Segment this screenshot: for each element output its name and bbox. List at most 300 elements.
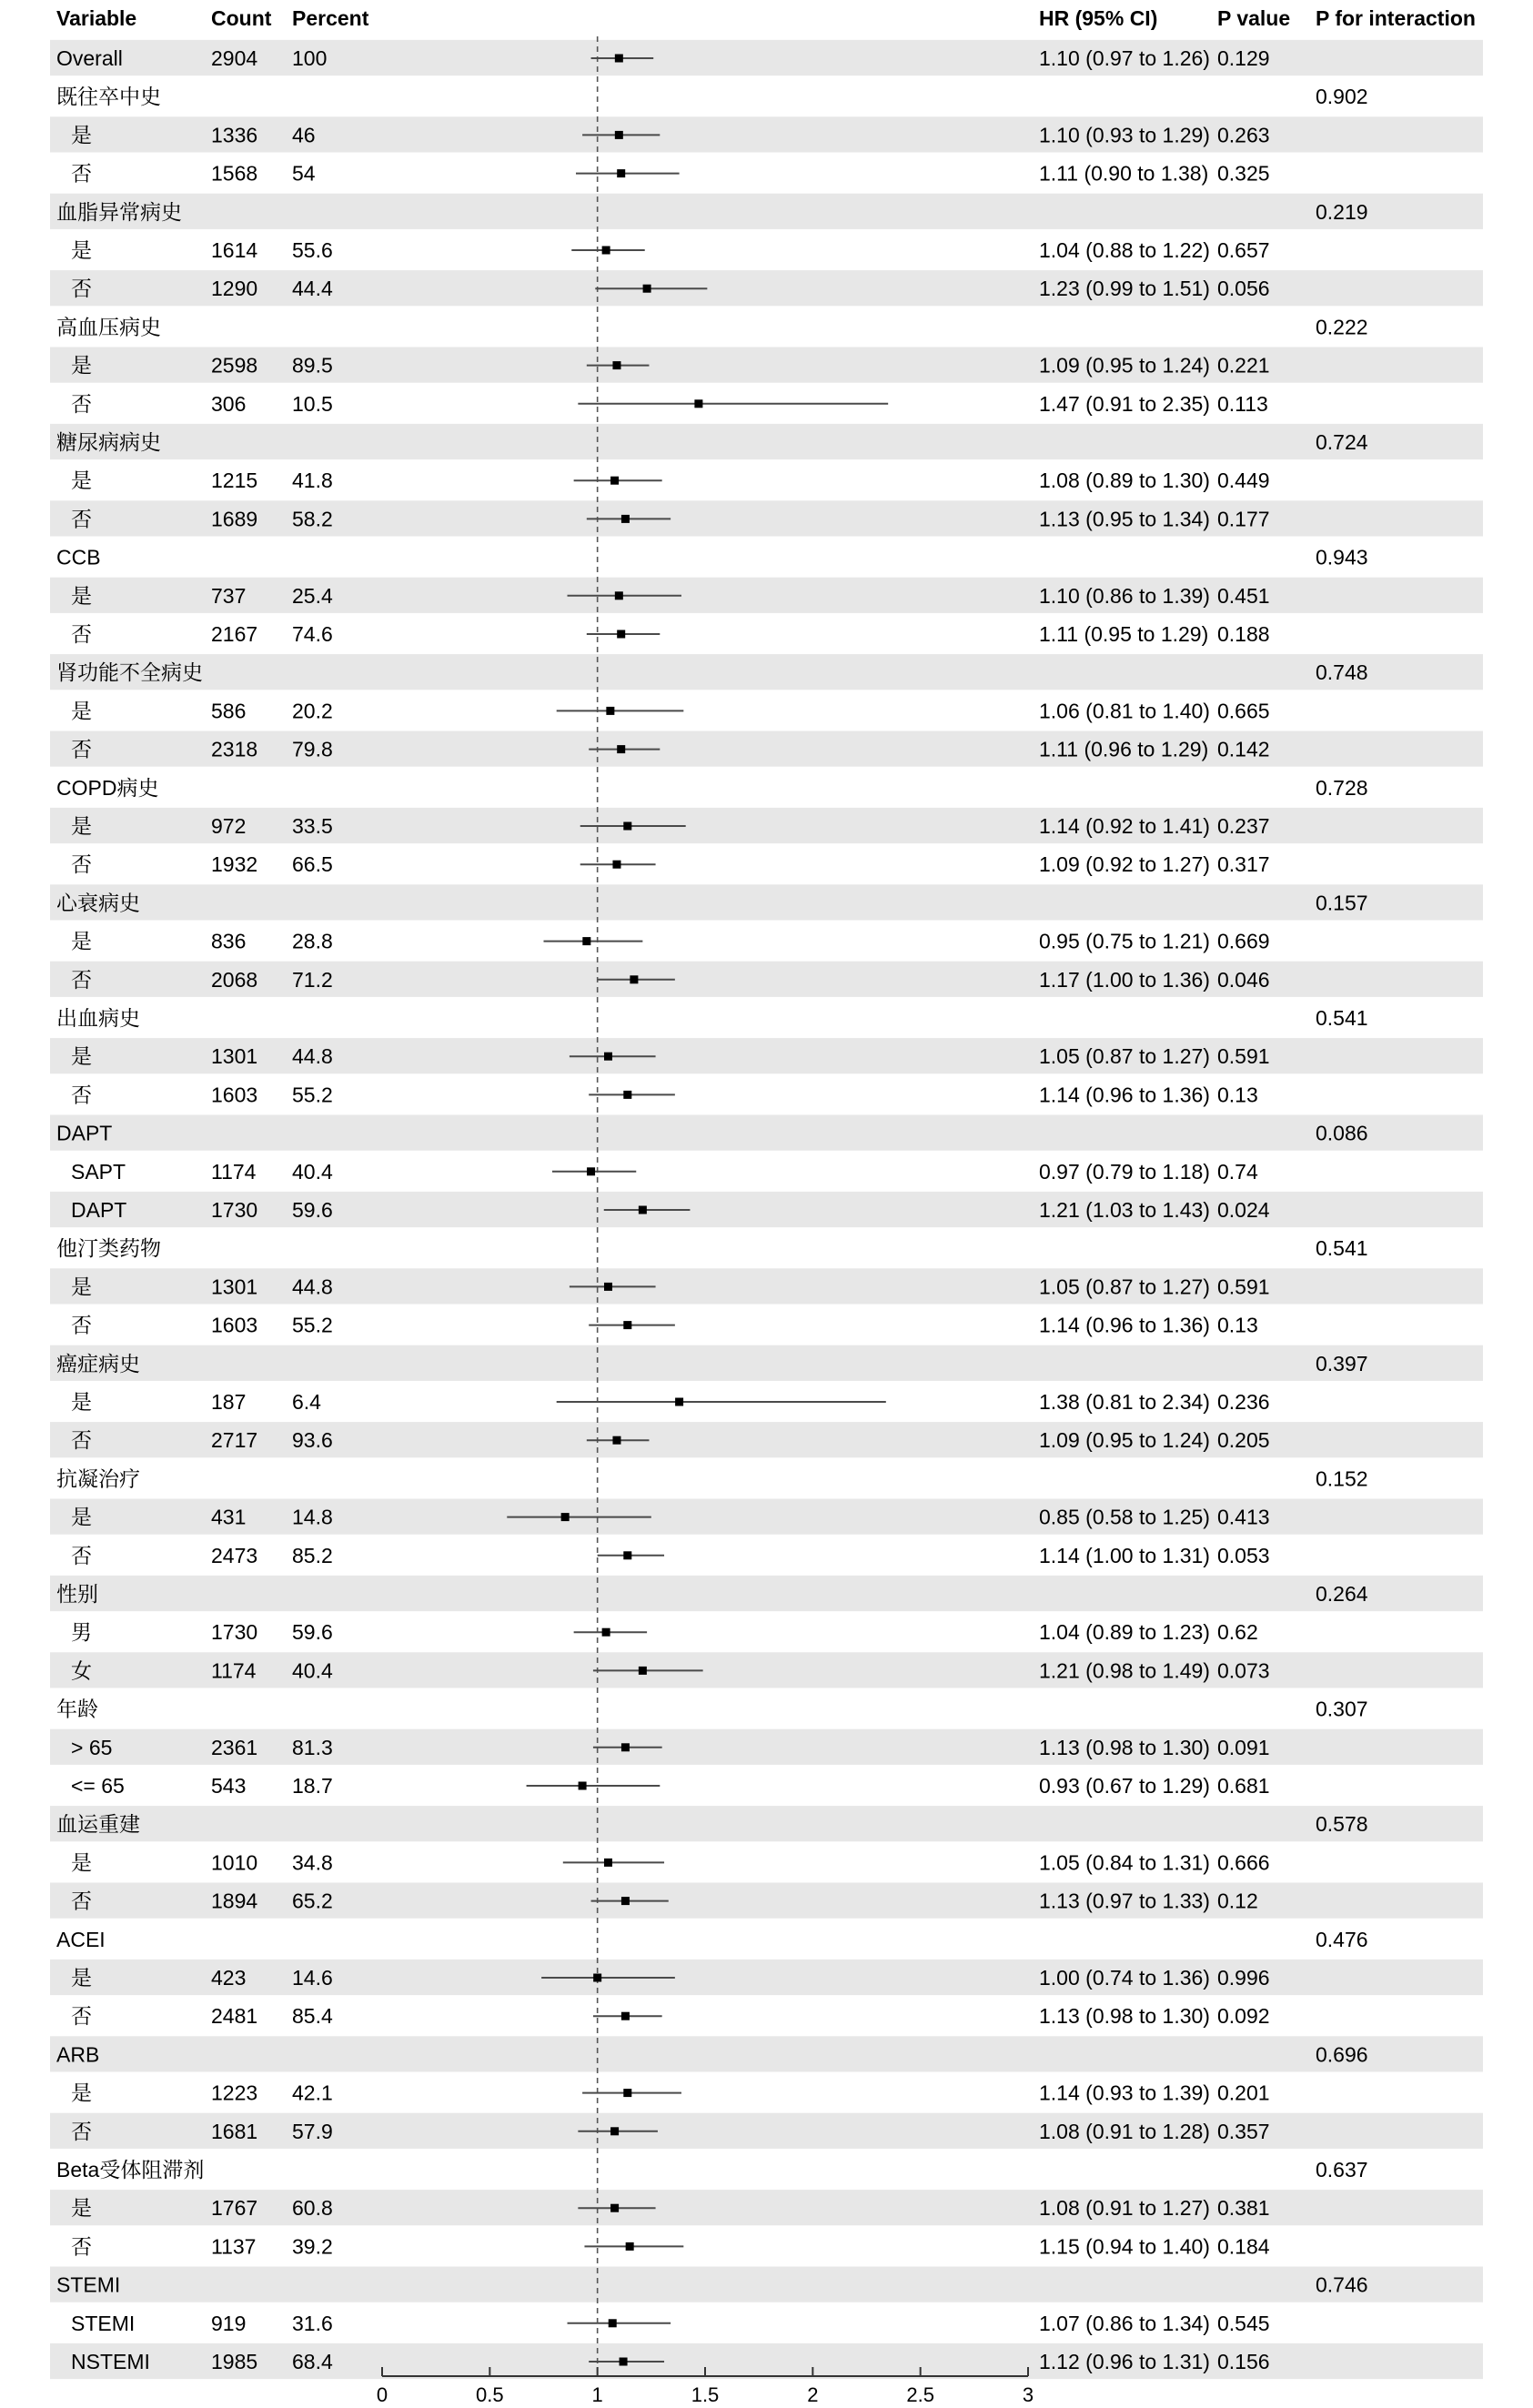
hr-point — [602, 247, 610, 255]
count-value: 1730 — [211, 1620, 258, 1645]
subgroup-header-row — [56, 2158, 1368, 2181]
row-stripe — [50, 1576, 1483, 1611]
row-label: 是 — [71, 2196, 92, 2221]
p-value: 0.681 — [1217, 1774, 1270, 1798]
row-label: 否 — [71, 2119, 92, 2143]
hr-point — [612, 861, 620, 869]
count-value: 2717 — [211, 1428, 258, 1453]
count-value: 2598 — [211, 353, 258, 378]
hr-ci-value: 1.08 (0.91 to 1.28) — [1039, 2119, 1210, 2143]
percent-value: 14.6 — [292, 1966, 333, 1990]
table-row — [71, 2312, 1270, 2335]
count-value: 2167 — [211, 622, 258, 646]
hr-ci-value: 1.21 (1.03 to 1.43) — [1039, 1198, 1210, 1222]
hr-ci-value: 1.13 (0.97 to 1.33) — [1039, 1889, 1210, 1913]
subgroup-name: 既往卒中史 — [56, 85, 161, 109]
count-value: 1137 — [211, 2234, 257, 2259]
percent-value: 42.1 — [292, 2081, 333, 2105]
row-label: 是 — [71, 1850, 92, 1875]
p-value: 0.188 — [1217, 622, 1270, 646]
hr-point — [621, 1897, 630, 1905]
percent-value: 71.2 — [292, 967, 333, 992]
table-row — [71, 238, 1270, 262]
subgroup-header-row — [56, 1236, 1368, 1260]
percent-value: 81.3 — [292, 1735, 333, 1759]
hr-ci-value: 0.93 (0.67 to 1.29) — [1039, 1774, 1210, 1798]
row-label: 否 — [71, 1083, 92, 1107]
count-value: 431 — [211, 1505, 247, 1529]
table-row — [71, 852, 1270, 876]
p-value: 0.357 — [1217, 2119, 1270, 2143]
percent-value: 74.6 — [292, 622, 333, 646]
row-label: 男 — [71, 1620, 92, 1645]
percent-value: 85.4 — [292, 2004, 333, 2029]
hr-point — [617, 630, 625, 639]
percent-value: 68.4 — [292, 2350, 333, 2373]
count-value: 1215 — [211, 469, 258, 493]
hr-ci-value: 1.09 (0.92 to 1.27) — [1039, 852, 1210, 877]
row-label: Overall — [56, 46, 123, 70]
p-value: 0.666 — [1217, 1850, 1270, 1875]
hr-ci-value: 1.14 (1.00 to 1.31) — [1039, 1543, 1210, 1567]
percent-value: 55.2 — [292, 1313, 333, 1337]
hr-point — [582, 937, 590, 945]
table-row — [71, 699, 1270, 722]
row-label: 否 — [71, 852, 92, 877]
row-stripe — [50, 424, 1483, 459]
x-tick-label: 1 — [591, 2383, 603, 2406]
percent-value: 41.8 — [292, 469, 333, 493]
p-value: 0.156 — [1217, 2350, 1270, 2373]
x-tick-label: 2.5 — [906, 2383, 934, 2406]
hr-point — [623, 1321, 631, 1329]
percent-value: 89.5 — [292, 353, 333, 378]
p-value: 0.449 — [1217, 469, 1270, 493]
hr-point — [623, 1091, 631, 1099]
row-label: 否 — [71, 1889, 92, 1913]
percent-value: 34.8 — [292, 1850, 333, 1875]
count-value: 1174 — [211, 1159, 257, 1184]
p-value: 0.657 — [1217, 238, 1270, 262]
count-value: 1010 — [211, 1850, 258, 1875]
percent-value: 59.6 — [292, 1620, 333, 1645]
p-interaction-value: 0.724 — [1316, 430, 1368, 454]
p-value: 0.091 — [1217, 1735, 1270, 1759]
hr-point — [621, 2012, 630, 2020]
column-headers — [56, 6, 1476, 30]
hr-ci-value: 1.13 (0.98 to 1.30) — [1039, 2004, 1210, 2029]
subgroup-name: 肾功能不全病史 — [56, 660, 203, 685]
p-value: 0.13 — [1217, 1313, 1258, 1337]
hr-ci-value: 1.06 (0.81 to 1.40) — [1039, 699, 1210, 723]
hr-point — [606, 707, 614, 715]
row-stripe — [50, 884, 1483, 920]
header-count: Count — [211, 6, 272, 30]
hr-point — [694, 399, 702, 408]
row-label: 否 — [71, 2004, 92, 2029]
hr-point — [587, 1167, 595, 1175]
subgroup-name: ARB — [56, 2042, 100, 2067]
count-value: 1336 — [211, 123, 258, 147]
subgroup-name: 糖尿病病史 — [56, 430, 161, 454]
percent-value: 39.2 — [292, 2234, 333, 2259]
count-value: 2473 — [211, 1543, 258, 1567]
p-interaction-value: 0.637 — [1316, 2158, 1368, 2181]
row-label: 是 — [71, 1505, 92, 1529]
header-variable: Variable — [56, 6, 137, 30]
subgroup-header-row — [56, 1466, 1368, 1490]
count-value: 2361 — [211, 1735, 258, 1759]
row-label: 否 — [71, 161, 92, 186]
subgroup-header-row — [56, 1698, 1368, 1721]
row-label: 否 — [71, 737, 92, 761]
count-value: 919 — [211, 2311, 247, 2335]
hr-ci-value: 1.13 (0.98 to 1.30) — [1039, 1735, 1210, 1759]
percent-value: 85.2 — [292, 1543, 333, 1567]
p-value: 0.381 — [1217, 2196, 1270, 2221]
table-row — [71, 1160, 1258, 1184]
hr-ci-value: 1.05 (0.84 to 1.31) — [1039, 1850, 1210, 1875]
count-value: 972 — [211, 814, 247, 838]
percent-value: 40.4 — [292, 1658, 333, 1683]
table-row — [71, 2234, 1270, 2258]
table-row — [71, 2004, 1270, 2028]
percent-value: 18.7 — [292, 1774, 333, 1798]
p-value: 0.073 — [1217, 1658, 1270, 1683]
hr-ci-value: 1.14 (0.92 to 1.41) — [1039, 814, 1210, 838]
row-label: 是 — [71, 814, 92, 838]
row-label: 女 — [71, 1658, 92, 1683]
hr-point — [623, 822, 631, 831]
hr-point — [604, 1859, 612, 1867]
hr-point — [623, 2089, 631, 2097]
p-interaction-value: 0.397 — [1316, 1351, 1368, 1375]
p-value: 0.591 — [1217, 1275, 1270, 1299]
subgroup-header-row — [56, 85, 1368, 108]
percent-value: 55.6 — [292, 238, 333, 262]
percent-value: 60.8 — [292, 2196, 333, 2221]
row-stripe — [50, 194, 1483, 229]
row-stripe — [50, 654, 1483, 690]
hr-ci-value: 1.05 (0.87 to 1.27) — [1039, 1275, 1210, 1299]
x-tick-label: 0.5 — [476, 2383, 504, 2406]
percent-value: 28.8 — [292, 929, 333, 953]
x-tick-label: 3 — [1022, 2383, 1034, 2406]
row-label: 是 — [71, 123, 92, 147]
hr-ci-value: 1.23 (0.99 to 1.51) — [1039, 277, 1210, 301]
hr-point — [615, 131, 623, 139]
percent-value: 55.2 — [292, 1083, 333, 1107]
table-row — [71, 1314, 1258, 1337]
p-value: 0.113 — [1217, 391, 1268, 416]
row-label: 是 — [71, 1275, 92, 1299]
count-value: 586 — [211, 699, 247, 723]
count-value: 423 — [211, 1966, 247, 1990]
hr-ci-value: 1.10 (0.86 to 1.39) — [1039, 583, 1210, 608]
count-value: 2068 — [211, 967, 258, 992]
p-value: 0.053 — [1217, 1543, 1270, 1567]
hr-point — [630, 975, 638, 983]
percent-value: 6.4 — [292, 1390, 321, 1414]
percent-value: 44.8 — [292, 1275, 333, 1299]
subgroup-header-row — [56, 315, 1368, 338]
hr-ci-value: 1.17 (1.00 to 1.36) — [1039, 967, 1210, 992]
hr-ci-value: 0.97 (0.79 to 1.18) — [1039, 1159, 1210, 1184]
p-interaction-value: 0.578 — [1316, 1812, 1368, 1837]
subgroup-header-row — [56, 776, 1368, 800]
percent-value: 44.8 — [292, 1044, 333, 1069]
count-value: 1301 — [211, 1275, 258, 1299]
count-value: 2481 — [211, 2004, 258, 2029]
hr-ci-value: 1.14 (0.96 to 1.36) — [1039, 1083, 1210, 1107]
table-row — [71, 1544, 1270, 1567]
hr-point — [639, 1667, 647, 1675]
percent-value: 54 — [292, 161, 316, 186]
count-value: 543 — [211, 1774, 247, 1798]
count-value: 187 — [211, 1390, 247, 1414]
hr-ci-value: 1.21 (0.98 to 1.49) — [1039, 1658, 1210, 1683]
subgroup-name: CCB — [56, 545, 101, 569]
hr-ci-value: 1.08 (0.89 to 1.30) — [1039, 469, 1210, 493]
p-interaction-value: 0.157 — [1316, 891, 1368, 915]
count-value: 1568 — [211, 161, 258, 186]
p-interaction-value: 0.696 — [1316, 2042, 1368, 2067]
percent-value: 20.2 — [292, 699, 333, 723]
p-interaction-value: 0.307 — [1316, 1697, 1368, 1721]
p-value: 0.236 — [1217, 1390, 1270, 1414]
hr-ci-value: 1.05 (0.87 to 1.27) — [1039, 1044, 1210, 1069]
hr-ci-value: 1.15 (0.94 to 1.40) — [1039, 2234, 1210, 2259]
hr-ci-value: 1.13 (0.95 to 1.34) — [1039, 507, 1210, 531]
table-row — [71, 1774, 1270, 1798]
row-label: 否 — [71, 507, 92, 531]
p-interaction-value: 0.902 — [1316, 85, 1368, 109]
p-value: 0.237 — [1217, 814, 1270, 838]
hr-point — [612, 361, 620, 369]
hr-ci-value: 1.11 (0.95 to 1.29) — [1039, 622, 1209, 646]
row-label: > 65 — [71, 1735, 113, 1759]
subgroup-name: 癌症病史 — [56, 1351, 140, 1375]
hr-ci-value: 1.12 (0.96 to 1.31) — [1039, 2350, 1210, 2373]
subgroup-name: DAPT — [56, 1121, 113, 1145]
row-label: DAPT — [71, 1198, 127, 1222]
p-value: 0.317 — [1217, 852, 1270, 877]
row-stripe — [50, 1345, 1483, 1381]
header-percent: Percent — [292, 6, 369, 30]
subgroup-name: 他汀类药物 — [56, 1236, 161, 1261]
p-value: 0.13 — [1217, 1083, 1258, 1107]
row-label: 否 — [71, 391, 92, 416]
hr-ci-value: 1.38 (0.81 to 2.34) — [1039, 1390, 1210, 1414]
p-value: 0.092 — [1217, 2004, 1270, 2029]
p-value: 0.205 — [1217, 1428, 1270, 1453]
percent-value: 93.6 — [292, 1428, 333, 1453]
percent-value: 46 — [292, 123, 316, 147]
count-value: 2904 — [211, 46, 258, 70]
p-interaction-value: 0.264 — [1316, 1582, 1368, 1606]
row-label: 是 — [71, 1390, 92, 1414]
row-label: 是 — [71, 1044, 92, 1069]
row-label: 否 — [71, 1313, 92, 1337]
hr-ci-value: 1.10 (0.97 to 1.26) — [1039, 46, 1210, 70]
percent-value: 44.4 — [292, 277, 333, 301]
header-p-interaction: P for interaction — [1316, 6, 1476, 30]
hr-point — [604, 1283, 612, 1291]
count-value: 2318 — [211, 737, 258, 761]
percent-value: 59.6 — [292, 1198, 333, 1222]
count-value: 836 — [211, 929, 247, 953]
subgroup-name: 出血病史 — [56, 1006, 140, 1030]
row-label: 否 — [71, 277, 92, 301]
row-label: 是 — [71, 929, 92, 953]
p-interaction-value: 0.152 — [1316, 1466, 1368, 1491]
header-hr: HR (95% CI) — [1039, 6, 1158, 30]
count-value: 1932 — [211, 852, 258, 877]
row-stripe — [50, 1806, 1483, 1841]
subgroup-name: 血脂异常病史 — [56, 199, 182, 224]
hr-ci-value: 1.00 (0.74 to 1.36) — [1039, 1966, 1210, 1990]
x-tick-label: 2 — [807, 2383, 819, 2406]
hr-point — [617, 745, 625, 753]
row-label: 否 — [71, 1428, 92, 1453]
subgroup-name: 血运重建 — [56, 1812, 140, 1837]
hr-point — [623, 1551, 631, 1559]
hr-ci-value: 1.47 (0.91 to 2.35) — [1039, 391, 1210, 416]
row-stripe — [50, 1883, 1483, 1919]
percent-value: 57.9 — [292, 2119, 333, 2143]
table-row — [71, 1083, 1258, 1106]
table-row — [71, 469, 1270, 492]
count-value: 1290 — [211, 277, 258, 301]
row-stripe — [50, 1115, 1483, 1151]
hr-ci-value: 1.09 (0.95 to 1.24) — [1039, 353, 1210, 378]
count-value: 737 — [211, 583, 247, 608]
p-interaction-value: 0.728 — [1316, 775, 1368, 800]
table-row — [71, 1850, 1270, 1874]
hr-ci-value: 1.07 (0.86 to 1.34) — [1039, 2311, 1210, 2335]
p-value: 0.451 — [1217, 583, 1270, 608]
table-row — [71, 162, 1270, 186]
p-interaction-value: 0.222 — [1316, 315, 1368, 339]
count-value: 1681 — [211, 2119, 258, 2143]
hr-point — [617, 169, 625, 177]
header-p-value: P value — [1217, 6, 1291, 30]
row-label: 是 — [71, 353, 92, 378]
row-stripe — [50, 2036, 1483, 2071]
count-value: 1614 — [211, 238, 258, 262]
p-value: 0.74 — [1217, 1159, 1258, 1184]
row-label: 否 — [71, 622, 92, 646]
row-label: 否 — [71, 2234, 92, 2259]
count-value: 1730 — [211, 1198, 258, 1222]
count-value: 1603 — [211, 1083, 258, 1107]
row-label: 是 — [71, 583, 92, 608]
p-value: 0.177 — [1217, 507, 1270, 531]
hr-point — [639, 1206, 647, 1214]
subgroup-name: 高血压病史 — [56, 315, 161, 339]
p-value: 0.591 — [1217, 1044, 1270, 1069]
percent-value: 65.2 — [292, 1889, 333, 1913]
hr-point — [604, 1053, 612, 1061]
hr-point — [593, 1974, 601, 1982]
count-value: 1689 — [211, 507, 258, 531]
percent-value: 100 — [292, 46, 328, 70]
hr-ci-value: 1.14 (0.96 to 1.36) — [1039, 1313, 1210, 1337]
hr-ci-value: 1.04 (0.88 to 1.22) — [1039, 238, 1210, 262]
p-value: 0.129 — [1217, 46, 1270, 70]
x-tick-label: 1.5 — [691, 2383, 720, 2406]
subgroup-name: STEMI — [56, 2272, 121, 2297]
p-value: 0.62 — [1217, 1620, 1258, 1645]
count-value: 1174 — [211, 1658, 257, 1683]
p-value: 0.221 — [1217, 353, 1270, 378]
hr-point — [675, 1398, 683, 1406]
p-value: 0.024 — [1217, 1198, 1270, 1222]
hr-point — [626, 2242, 634, 2251]
hr-point — [609, 2319, 617, 2327]
percent-value: 10.5 — [292, 391, 333, 416]
hr-point — [621, 515, 630, 523]
subgroup-name: 性别 — [56, 1582, 98, 1606]
subgroup-name: ACEI — [56, 1927, 106, 1951]
hr-point — [610, 477, 619, 485]
hr-point — [610, 2127, 619, 2135]
hr-ci-value: 1.11 (0.90 to 1.38) — [1039, 161, 1209, 186]
hr-ci-value: 1.11 (0.96 to 1.29) — [1039, 737, 1209, 761]
percent-value: 33.5 — [292, 814, 333, 838]
hr-point — [561, 1513, 570, 1521]
hr-point — [610, 2204, 619, 2212]
subgroup-name: COPD病史 — [56, 775, 159, 800]
subgroup-name: 心衰病史 — [56, 891, 140, 915]
p-value: 0.201 — [1217, 2081, 1270, 2105]
hr-point — [615, 591, 623, 599]
count-value: 1301 — [211, 1044, 258, 1069]
hr-ci-value: 0.85 (0.58 to 1.25) — [1039, 1505, 1210, 1529]
percent-value: 31.6 — [292, 2311, 333, 2335]
count-value: 306 — [211, 391, 247, 416]
p-value: 0.545 — [1217, 2311, 1270, 2335]
p-interaction-value: 0.086 — [1316, 1121, 1368, 1145]
table-row — [71, 1620, 1258, 1644]
p-value: 0.12 — [1217, 1889, 1258, 1913]
table-row — [71, 930, 1270, 953]
p-value: 0.056 — [1217, 277, 1270, 301]
hr-ci-value: 0.95 (0.75 to 1.21) — [1039, 929, 1210, 953]
p-interaction-value: 0.476 — [1316, 1927, 1368, 1951]
p-interaction-value: 0.219 — [1316, 199, 1368, 224]
count-value: 1985 — [211, 2350, 258, 2373]
count-value: 1223 — [211, 2081, 258, 2105]
subgroup-header-row — [56, 546, 1368, 569]
p-interaction-value: 0.541 — [1316, 1236, 1368, 1261]
x-tick-label: 0 — [376, 2383, 388, 2406]
hr-ci-value: 1.14 (0.93 to 1.39) — [1039, 2081, 1210, 2105]
percent-value: 40.4 — [292, 1159, 333, 1184]
hr-point — [602, 1628, 610, 1637]
hr-ci-value: 1.10 (0.93 to 1.29) — [1039, 123, 1210, 147]
count-value: 1894 — [211, 1889, 258, 1913]
hr-point — [612, 1436, 620, 1445]
p-interaction-value: 0.541 — [1316, 1006, 1368, 1030]
row-label: NSTEMI — [71, 2350, 150, 2373]
count-value: 1767 — [211, 2196, 258, 2221]
hr-point — [643, 285, 651, 293]
row-label: 否 — [71, 967, 92, 992]
p-value: 0.046 — [1217, 967, 1270, 992]
row-label: 是 — [71, 699, 92, 723]
row-label: 是 — [71, 238, 92, 262]
